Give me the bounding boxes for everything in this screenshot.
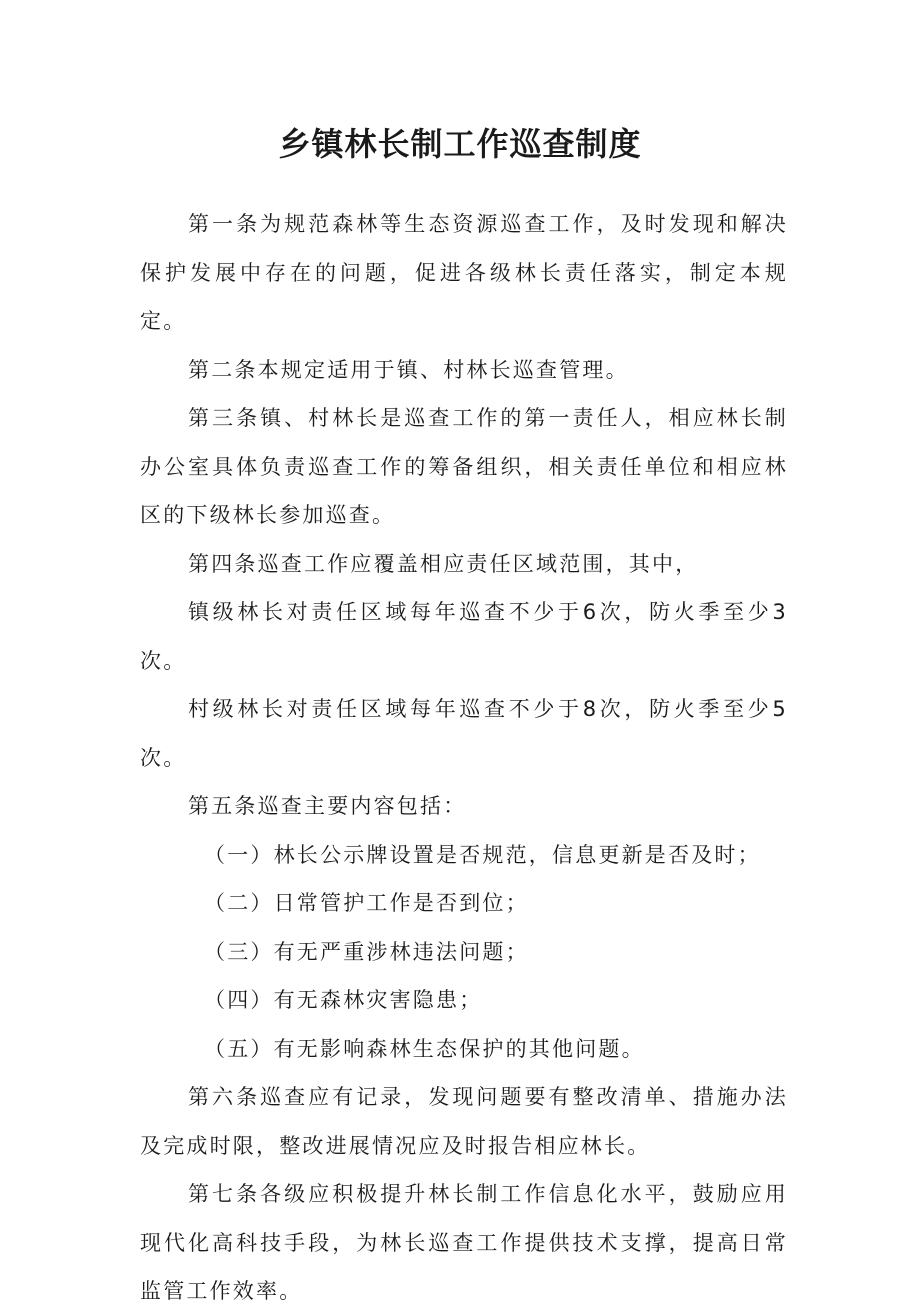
article-5-item-4: （四）有无森林灾害隐患；	[204, 988, 483, 1012]
article-5-item-3: （三）有无严重涉林违法问题；	[204, 939, 529, 964]
document-title: 乡镇林长制工作巡查制度	[278, 125, 642, 163]
article-7: 第七条各级应积极提升林长制工作信息化水平，鼓励应用现代化高科技手段，为林长巡查工作提供技术支撑，提高日常监管工作效率。	[140, 1182, 788, 1303]
article-4: 第四条巡查工作应覆盖相应责任区域范围，其中，	[188, 551, 699, 576]
document-body	[140, 200, 788, 1316]
article-5: 第五条巡查主要内容包括：	[188, 794, 467, 818]
article-5-item-1: （一）林长公示牌设置是否规范，信息更新是否及时；	[204, 842, 761, 867]
article-5-item-2: （二）日常管护工作是否到位；	[204, 891, 529, 915]
article-3: 第三条镇、村林长是巡查工作的第一责任人，相应林长制办公室具体负责巡查工作的筹备组织，相关责任单位和相应林区的下级林长参加巡查。	[140, 406, 788, 527]
article-5-item-5: （五）有无影响森林生态保护的其他问题。	[204, 1036, 645, 1061]
article-4-town-frequency: 镇级林长对责任区域每年巡查不少于6次，防火季至少3次。	[140, 600, 788, 673]
article-6: 第六条巡查应有记录，发现问题要有整改清单、措施办法及完成时限，整改进展情况应及时报告相应林长。	[140, 1085, 788, 1158]
article-4-village-frequency: 村级林长对责任区域每年巡查不少于8次，防火季至少5次。	[140, 697, 788, 770]
article-1: 第一条为规范森林等生态资源巡查工作，及时发现和解决保护发展中存在的问题，促进各级林长责任落实，制定本规定。	[140, 212, 788, 333]
article-2: 第二条本规定适用于镇、村林长巡查管理。	[188, 357, 629, 382]
